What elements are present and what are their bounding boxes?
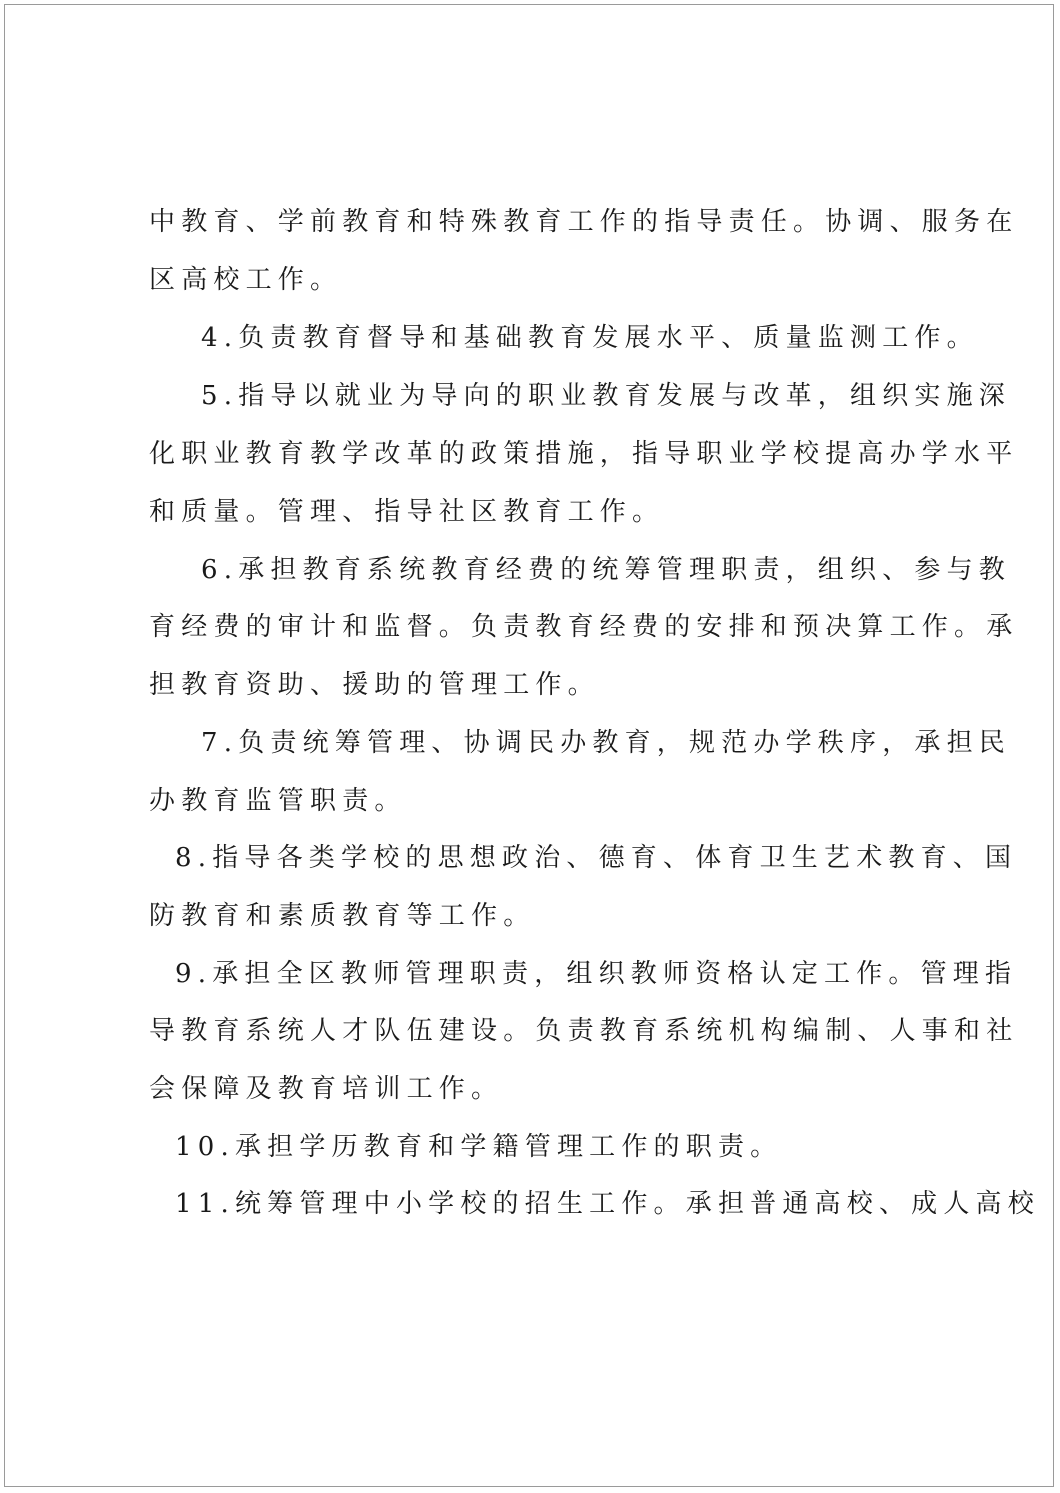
text-line: 7.负责统筹管理、协调民办教育，规范办学秩序，承担民 (201, 728, 1012, 758)
text-line: 化职业教育教学改革的政策措施，指导职业学校提高办学水平 (149, 439, 1019, 469)
text-line: 4.负责教育督导和基础教育发展水平、质量监测工作。 (201, 323, 979, 353)
text-line: 会保障及教育培训工作。 (149, 1074, 504, 1104)
text-line: 育经费的审计和监督。负责教育经费的安排和预决算工作。承 (149, 612, 1019, 642)
text-line: 区高校工作。 (149, 265, 343, 295)
text-line: 10.承担学历教育和学籍管理工作的职责。 (175, 1132, 783, 1162)
text-line: 中教育、学前教育和特殊教育工作的指导责任。协调、服务在 (149, 207, 1019, 237)
text-line: 担教育资助、援助的管理工作。 (149, 670, 600, 700)
text-line: 8.指导各类学校的思想政治、德育、体育卫生艺术教育、国 (175, 843, 1018, 873)
text-line: 和质量。管理、指导社区教育工作。 (149, 497, 665, 527)
text-line: 导教育系统人才队伍建设。负责教育系统机构编制、人事和社 (149, 1016, 1019, 1046)
text-line: 6.承担教育系统教育经费的统筹管理职责，组织、参与教 (201, 555, 1012, 585)
document-page (4, 4, 1054, 1487)
text-line: 5.指导以就业为导向的职业教育发展与改革，组织实施深 (201, 381, 1012, 411)
text-line: 办教育监管职责。 (149, 786, 407, 816)
text-line: 防教育和素质教育等工作。 (149, 901, 536, 931)
text-line: 9.承担全区教师管理职责，组织教师资格认定工作。管理指 (175, 959, 1018, 989)
text-line: 11.统筹管理中小学校的招生工作。承担普通高校、成人高校 (175, 1189, 1040, 1219)
